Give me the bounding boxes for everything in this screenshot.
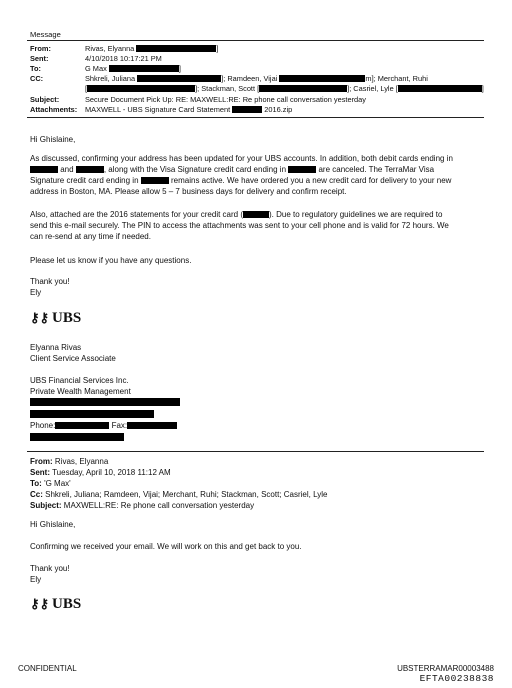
redaction-block (232, 106, 262, 113)
signoff: Ely (30, 288, 42, 297)
ubs-logo: ⚷⚷ UBS (30, 596, 82, 612)
redaction-block (137, 75, 221, 82)
paragraph-1: As discussed, confirming your address has been updated for your UBS accounts. In addition, both debit cards ending in and , along with the Visa Signature credit card ending in are canceled. The TerraMar Visa Signature credit card ending in remains active. We have ordered you a new credit card for delivery to your new address in Boston, MA. Please allow 5 – 7 business days for delivery and confirm receipt. (30, 154, 453, 196)
quoted-thanks: Thank you! (30, 564, 70, 573)
header-bottom-rule (27, 117, 484, 118)
subject-label: Subject: (30, 95, 60, 104)
signature-division: Private Wealth Management (30, 387, 131, 396)
cc-line-1: Shkreli, Juliana ]; Ramdeen, Vijai m]; Merchant, Ruhi (85, 74, 428, 83)
from-value: Rivas, Elyanna ] (85, 44, 219, 53)
redaction-block (30, 410, 154, 418)
paragraph-2: Also, attached are the 2016 statements for your credit card ( ). Due to regulatory guidelines we are required to send this e-mail securely. The PIN to access the attachments was sent to your cell phone and is valid for 72 hours. We can re-send at any time if needed. (30, 210, 449, 241)
phone-fax-line: Phone: Fax: (30, 420, 177, 431)
quoted-header: From: Rivas, Elyanna Sent: Tuesday, April 10, 2018 11:12 AM To: 'G Max' Cc: Shkreli, Juliana; Ramdeen, Vijai; Merchant, Ruhi; Stackman, Scott; Casriel, Lyle Subject: MAXWELL:RE: Re phone call conversation yesterday (30, 457, 328, 510)
redaction-block (279, 75, 365, 82)
redaction-block (76, 166, 104, 173)
to-label: To: (30, 64, 41, 73)
greeting: Hi Ghislaine, (30, 135, 76, 144)
redaction-block (30, 433, 124, 441)
ubs-keys-icon: ⚷⚷ (30, 596, 50, 611)
to-value: G Max ] (85, 64, 181, 73)
bates-number: UBSTERRAMAR00003488 (397, 664, 494, 673)
redaction-block (136, 45, 216, 52)
ubs-logo: ⚷⚷ UBS (30, 310, 82, 326)
redaction-block (141, 177, 169, 184)
cc-line-2: [ ]; Stackman, Scott [ ]; Casriel, Lyle [ ] (85, 84, 484, 93)
redaction-block (109, 65, 179, 72)
redaction-block (243, 211, 269, 218)
sent-value: 4/10/2018 10:17:21 PM (85, 54, 162, 63)
redaction-block (127, 422, 177, 429)
paragraph-3: Please let us know if you have any questions. (30, 256, 192, 265)
redaction-block (55, 422, 109, 429)
subject-value: Secure Document Pick Up: RE: MAXWELL:RE: Re phone call conversation yesterday (85, 95, 366, 104)
redaction-block (30, 166, 58, 173)
ubs-keys-icon: ⚷⚷ (30, 310, 50, 325)
redaction-block (87, 85, 195, 92)
confidential-label: CONFIDENTIAL (18, 664, 77, 673)
quoted-signoff: Ely (30, 575, 42, 584)
signature-title: Client Service Associate (30, 354, 116, 363)
message-label: Message (30, 30, 61, 39)
from-label: From: (30, 44, 51, 53)
redaction-block (288, 166, 316, 173)
quoted-greeting: Hi Ghislaine, (30, 520, 76, 529)
thanks: Thank you! (30, 277, 70, 286)
attachment-link[interactable]: MAXWELL - UBS Signature Card Statement 2016.zip (85, 105, 293, 114)
redaction-block (398, 85, 482, 92)
cc-label: CC: (30, 74, 44, 83)
signature-company: UBS Financial Services Inc. (30, 376, 129, 385)
quoted-separator (27, 451, 484, 452)
quoted-body: Confirming we received your email. We will work on this and get back to you. (30, 542, 302, 551)
redaction-block (259, 85, 347, 92)
header-top-rule (27, 40, 484, 41)
attachments-label: Attachments: (30, 105, 78, 114)
redaction-block (30, 398, 180, 406)
signature-name: Elyanna Rivas (30, 343, 82, 352)
sent-label: Sent: (30, 54, 49, 63)
efta-number: EFTA00238838 (419, 673, 494, 684)
